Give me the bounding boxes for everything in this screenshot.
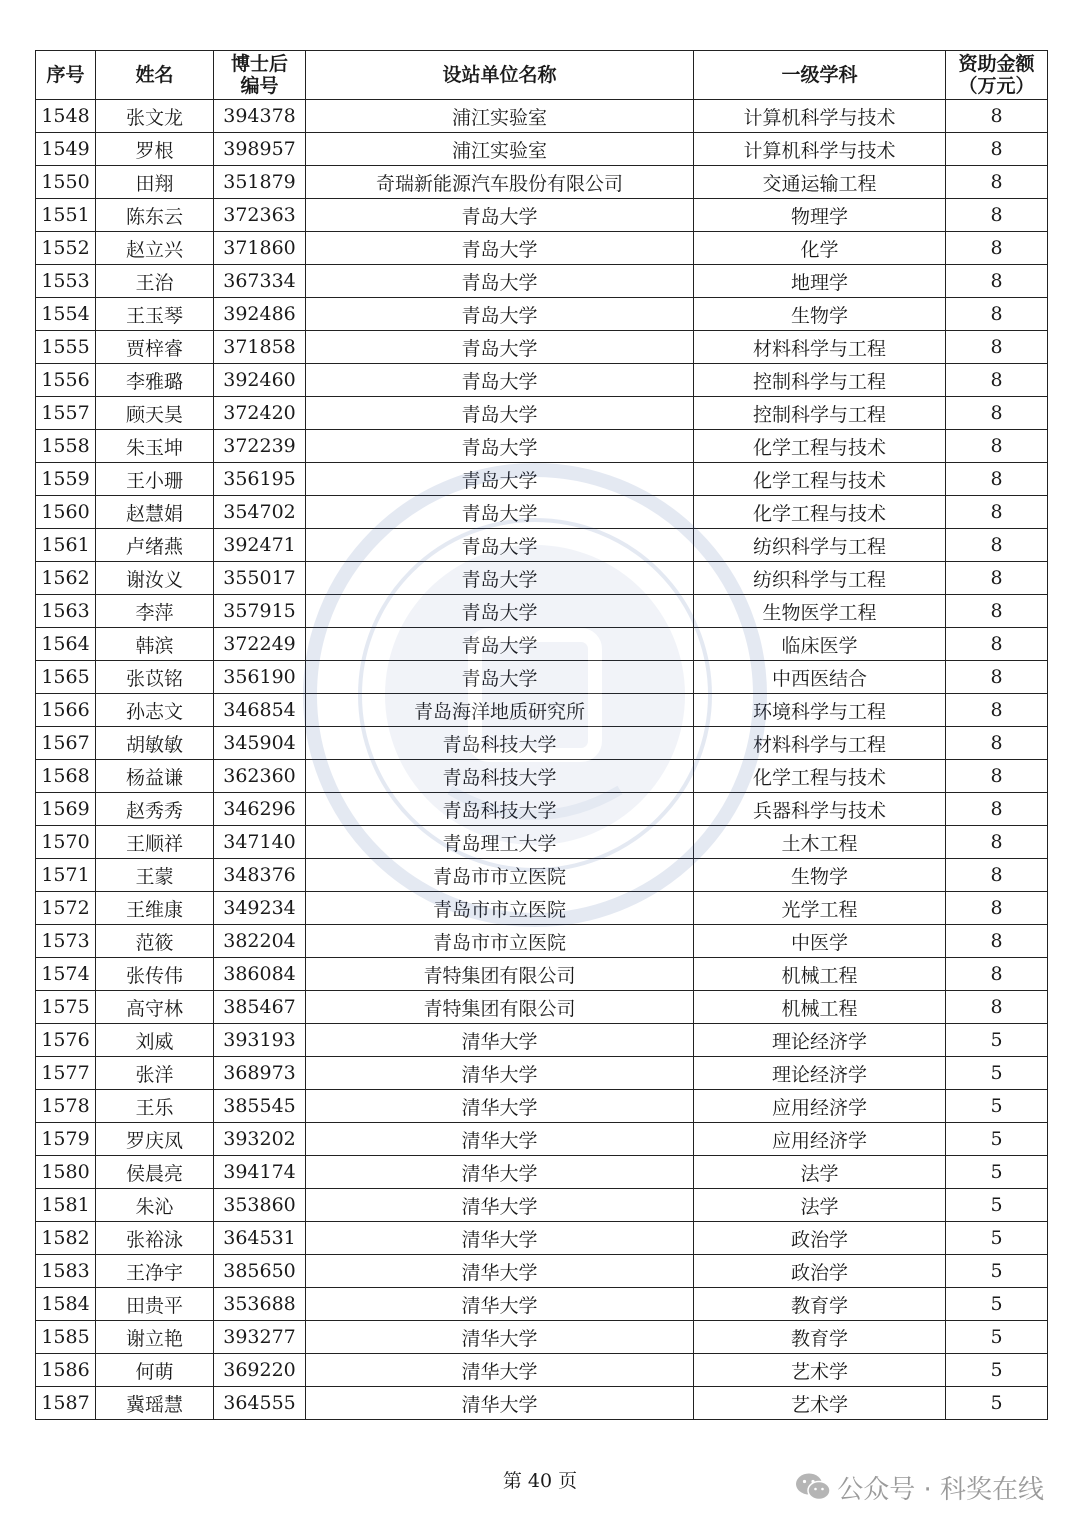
index-cell: 1551 [36, 199, 96, 232]
table-body [36, 100, 1048, 1420]
institution-cell: 青岛大学 [306, 529, 694, 562]
name-cell: 王乐 [96, 1090, 214, 1123]
amount-cell: 8 [946, 661, 1048, 694]
postdoc-id-cell: 392460 [214, 364, 306, 397]
institution-cell: 浦江实验室 [306, 100, 694, 133]
institution-cell: 清华大学 [306, 1024, 694, 1057]
name-cell: 王小珊 [96, 463, 214, 496]
index-cell: 1580 [36, 1156, 96, 1189]
table-row [36, 661, 1048, 694]
institution-cell: 青岛理工大学 [306, 826, 694, 859]
table-row [36, 298, 1048, 331]
discipline-cell: 法学 [694, 1156, 946, 1189]
table-row [36, 595, 1048, 628]
index-cell: 1562 [36, 562, 96, 595]
name-cell: 卢绪燕 [96, 529, 214, 562]
postdoc-id-cell: 356195 [214, 463, 306, 496]
amount-cell: 5 [946, 1288, 1048, 1321]
amount-cell: 8 [946, 826, 1048, 859]
institution-cell: 清华大学 [306, 1321, 694, 1354]
postdoc-id-cell: 347140 [214, 826, 306, 859]
discipline-cell: 教育学 [694, 1321, 946, 1354]
table-row [36, 1189, 1048, 1222]
amount-cell: 8 [946, 463, 1048, 496]
name-cell: 王治 [96, 265, 214, 298]
page-number: 第 40 页 [502, 1470, 578, 1492]
discipline-cell: 应用经济学 [694, 1123, 946, 1156]
institution-cell: 青岛大学 [306, 232, 694, 265]
name-cell: 王蒙 [96, 859, 214, 892]
wechat-icon [795, 1472, 831, 1502]
discipline-cell: 纺织科学与工程 [694, 529, 946, 562]
postdoc-id-cell: 392471 [214, 529, 306, 562]
index-cell: 1567 [36, 727, 96, 760]
table-header-row [36, 51, 1048, 100]
table-row [36, 364, 1048, 397]
index-cell: 1558 [36, 430, 96, 463]
header-institution: 设站单位名称 [306, 51, 694, 100]
discipline-cell: 环境科学与工程 [694, 694, 946, 727]
table-row [36, 760, 1048, 793]
index-cell: 1554 [36, 298, 96, 331]
table-row [36, 859, 1048, 892]
name-cell: 罗庆凤 [96, 1123, 214, 1156]
postdoc-id-cell: 372363 [214, 199, 306, 232]
amount-cell: 5 [946, 1222, 1048, 1255]
institution-cell: 青岛大学 [306, 562, 694, 595]
amount-cell: 5 [946, 1024, 1048, 1057]
institution-cell: 清华大学 [306, 1387, 694, 1420]
postdoc-id-cell: 385467 [214, 991, 306, 1024]
discipline-cell: 机械工程 [694, 958, 946, 991]
header-index: 序号 [36, 51, 96, 100]
institution-cell: 青特集团有限公司 [306, 958, 694, 991]
index-cell: 1575 [36, 991, 96, 1024]
index-cell: 1583 [36, 1255, 96, 1288]
index-cell: 1564 [36, 628, 96, 661]
discipline-cell: 理论经济学 [694, 1057, 946, 1090]
amount-cell: 8 [946, 331, 1048, 364]
discipline-cell: 计算机科学与技术 [694, 100, 946, 133]
institution-cell: 青岛市市立医院 [306, 925, 694, 958]
index-cell: 1585 [36, 1321, 96, 1354]
index-cell: 1548 [36, 100, 96, 133]
discipline-cell: 计算机科学与技术 [694, 133, 946, 166]
discipline-cell: 艺术学 [694, 1387, 946, 1420]
name-cell: 顾天昊 [96, 397, 214, 430]
postdoc-id-cell: 364555 [214, 1387, 306, 1420]
postdoc-id-cell: 369220 [214, 1354, 306, 1387]
index-cell: 1571 [36, 859, 96, 892]
table-row [36, 958, 1048, 991]
institution-cell: 青岛市市立医院 [306, 892, 694, 925]
discipline-cell: 生物医学工程 [694, 595, 946, 628]
table-row [36, 1156, 1048, 1189]
name-cell: 赵秀秀 [96, 793, 214, 826]
institution-cell: 青岛大学 [306, 628, 694, 661]
discipline-cell: 化学工程与技术 [694, 496, 946, 529]
postdoc-id-cell: 372249 [214, 628, 306, 661]
postdoc-id-cell: 349234 [214, 892, 306, 925]
discipline-cell: 地理学 [694, 265, 946, 298]
table-row [36, 925, 1048, 958]
amount-cell: 8 [946, 958, 1048, 991]
institution-cell: 清华大学 [306, 1255, 694, 1288]
postdoc-id-cell: 364531 [214, 1222, 306, 1255]
index-cell: 1552 [36, 232, 96, 265]
table-row [36, 991, 1048, 1024]
index-cell: 1556 [36, 364, 96, 397]
table-row [36, 694, 1048, 727]
index-cell: 1555 [36, 331, 96, 364]
discipline-cell: 化学工程与技术 [694, 430, 946, 463]
amount-cell: 8 [946, 364, 1048, 397]
postdoc-id-cell: 398957 [214, 133, 306, 166]
discipline-cell: 法学 [694, 1189, 946, 1222]
amount-cell: 5 [946, 1090, 1048, 1123]
institution-cell: 奇瑞新能源汽车股份有限公司 [306, 166, 694, 199]
discipline-cell: 政治学 [694, 1255, 946, 1288]
index-cell: 1570 [36, 826, 96, 859]
name-cell: 何萌 [96, 1354, 214, 1387]
institution-cell: 清华大学 [306, 1156, 694, 1189]
postdoc-id-cell: 354702 [214, 496, 306, 529]
table-row [36, 628, 1048, 661]
name-cell: 张洋 [96, 1057, 214, 1090]
index-cell: 1557 [36, 397, 96, 430]
institution-cell: 青岛大学 [306, 496, 694, 529]
table-row [36, 892, 1048, 925]
postdoc-id-cell: 385545 [214, 1090, 306, 1123]
institution-cell: 清华大学 [306, 1288, 694, 1321]
discipline-cell: 机械工程 [694, 991, 946, 1024]
name-cell: 谢汝义 [96, 562, 214, 595]
institution-cell: 青岛大学 [306, 331, 694, 364]
institution-cell: 青岛大学 [306, 397, 694, 430]
name-cell: 赵慧娟 [96, 496, 214, 529]
postdoc-id-cell: 372420 [214, 397, 306, 430]
table-row [36, 1255, 1048, 1288]
amount-cell: 8 [946, 892, 1048, 925]
index-cell: 1566 [36, 694, 96, 727]
discipline-cell: 化学工程与技术 [694, 463, 946, 496]
discipline-cell: 交通运输工程 [694, 166, 946, 199]
amount-cell: 5 [946, 1123, 1048, 1156]
postdoc-id-cell: 346854 [214, 694, 306, 727]
table-row [36, 199, 1048, 232]
table-row [36, 1321, 1048, 1354]
index-cell: 1581 [36, 1189, 96, 1222]
name-cell: 王顺祥 [96, 826, 214, 859]
discipline-cell: 控制科学与工程 [694, 364, 946, 397]
index-cell: 1550 [36, 166, 96, 199]
table-row [36, 529, 1048, 562]
postdoc-id-cell: 353860 [214, 1189, 306, 1222]
institution-cell: 青岛大学 [306, 199, 694, 232]
discipline-cell: 材料科学与工程 [694, 331, 946, 364]
amount-cell: 8 [946, 397, 1048, 430]
table-row [36, 727, 1048, 760]
postdoc-id-cell: 372239 [214, 430, 306, 463]
amount-cell: 8 [946, 265, 1048, 298]
table-row [36, 232, 1048, 265]
index-cell: 1584 [36, 1288, 96, 1321]
index-cell: 1569 [36, 793, 96, 826]
name-cell: 王净宇 [96, 1255, 214, 1288]
name-cell: 贾梓睿 [96, 331, 214, 364]
amount-cell: 5 [946, 1156, 1048, 1189]
postdoc-id-cell: 385650 [214, 1255, 306, 1288]
name-cell: 侯晨亮 [96, 1156, 214, 1189]
amount-cell: 8 [946, 562, 1048, 595]
name-cell: 王维康 [96, 892, 214, 925]
index-cell: 1572 [36, 892, 96, 925]
name-cell: 罗根 [96, 133, 214, 166]
wechat-account-label: 公众号 · 科奖在线 [837, 1474, 1044, 1505]
institution-cell: 清华大学 [306, 1354, 694, 1387]
postdoc-id-cell: 386084 [214, 958, 306, 991]
postdoc-id-cell: 357915 [214, 595, 306, 628]
table-row [36, 826, 1048, 859]
name-cell: 韩滨 [96, 628, 214, 661]
institution-cell: 青岛科技大学 [306, 793, 694, 826]
discipline-cell: 化学 [694, 232, 946, 265]
postdoc-id-cell: 362360 [214, 760, 306, 793]
table-row [36, 1057, 1048, 1090]
amount-cell: 8 [946, 859, 1048, 892]
postdoc-funding-table [35, 50, 1048, 1420]
table-row [36, 1090, 1048, 1123]
name-cell: 刘威 [96, 1024, 214, 1057]
amount-cell: 8 [946, 232, 1048, 265]
discipline-cell: 材料科学与工程 [694, 727, 946, 760]
amount-cell: 5 [946, 1189, 1048, 1222]
postdoc-id-cell: 394174 [214, 1156, 306, 1189]
index-cell: 1573 [36, 925, 96, 958]
table-row [36, 1123, 1048, 1156]
postdoc-id-cell: 382204 [214, 925, 306, 958]
index-cell: 1587 [36, 1387, 96, 1420]
name-cell: 杨益谦 [96, 760, 214, 793]
amount-cell: 8 [946, 628, 1048, 661]
index-cell: 1553 [36, 265, 96, 298]
index-cell: 1560 [36, 496, 96, 529]
index-cell: 1586 [36, 1354, 96, 1387]
amount-cell: 8 [946, 166, 1048, 199]
amount-cell: 5 [946, 1354, 1048, 1387]
table-row [36, 562, 1048, 595]
name-cell: 张苡铭 [96, 661, 214, 694]
name-cell: 张裕泳 [96, 1222, 214, 1255]
amount-cell: 8 [946, 991, 1048, 1024]
amount-cell: 8 [946, 760, 1048, 793]
table-row [36, 265, 1048, 298]
table-row [36, 1387, 1048, 1420]
institution-cell: 清华大学 [306, 1123, 694, 1156]
header-amount: 资助金额 （万元） [946, 51, 1048, 100]
amount-cell: 5 [946, 1387, 1048, 1420]
amount-cell: 8 [946, 529, 1048, 562]
discipline-cell: 临床医学 [694, 628, 946, 661]
amount-cell: 5 [946, 1057, 1048, 1090]
postdoc-id-cell: 393202 [214, 1123, 306, 1156]
discipline-cell: 土木工程 [694, 826, 946, 859]
institution-cell: 青岛大学 [306, 661, 694, 694]
amount-cell: 8 [946, 694, 1048, 727]
table-row [36, 1024, 1048, 1057]
index-cell: 1568 [36, 760, 96, 793]
postdoc-id-cell: 348376 [214, 859, 306, 892]
institution-cell: 青岛大学 [306, 265, 694, 298]
amount-cell: 8 [946, 793, 1048, 826]
table-row [36, 133, 1048, 166]
postdoc-id-cell: 371858 [214, 331, 306, 364]
table-row [36, 1354, 1048, 1387]
name-cell: 胡敏敏 [96, 727, 214, 760]
index-cell: 1582 [36, 1222, 96, 1255]
institution-cell: 青岛科技大学 [306, 727, 694, 760]
postdoc-id-cell: 392486 [214, 298, 306, 331]
name-cell: 田贵平 [96, 1288, 214, 1321]
discipline-cell: 中西医结合 [694, 661, 946, 694]
postdoc-id-cell: 368973 [214, 1057, 306, 1090]
postdoc-id-cell: 356190 [214, 661, 306, 694]
table-row [36, 331, 1048, 364]
amount-cell: 8 [946, 595, 1048, 628]
institution-cell: 青岛科技大学 [306, 760, 694, 793]
name-cell: 赵立兴 [96, 232, 214, 265]
institution-cell: 青岛大学 [306, 595, 694, 628]
name-cell: 高守林 [96, 991, 214, 1024]
name-cell: 张传伟 [96, 958, 214, 991]
postdoc-id-cell: 345904 [214, 727, 306, 760]
name-cell: 田翔 [96, 166, 214, 199]
table-row [36, 430, 1048, 463]
postdoc-id-cell: 367334 [214, 265, 306, 298]
name-cell: 张文龙 [96, 100, 214, 133]
table-row [36, 1288, 1048, 1321]
name-cell: 谢立艳 [96, 1321, 214, 1354]
discipline-cell: 理论经济学 [694, 1024, 946, 1057]
postdoc-id-cell: 351879 [214, 166, 306, 199]
index-cell: 1574 [36, 958, 96, 991]
table-row [36, 1222, 1048, 1255]
postdoc-id-cell: 393193 [214, 1024, 306, 1057]
index-cell: 1578 [36, 1090, 96, 1123]
discipline-cell: 控制科学与工程 [694, 397, 946, 430]
index-cell: 1549 [36, 133, 96, 166]
header-name: 姓名 [96, 51, 214, 100]
discipline-cell: 应用经济学 [694, 1090, 946, 1123]
discipline-cell: 纺织科学与工程 [694, 562, 946, 595]
index-cell: 1559 [36, 463, 96, 496]
institution-cell: 清华大学 [306, 1189, 694, 1222]
name-cell: 陈东云 [96, 199, 214, 232]
name-cell: 范筱 [96, 925, 214, 958]
header-postdoc-id: 博士后 编号 [214, 51, 306, 100]
name-cell: 李雅璐 [96, 364, 214, 397]
name-cell: 朱沁 [96, 1189, 214, 1222]
table-row [36, 463, 1048, 496]
amount-cell: 8 [946, 430, 1048, 463]
amount-cell: 5 [946, 1321, 1048, 1354]
discipline-cell: 兵器科学与技术 [694, 793, 946, 826]
table-row [36, 166, 1048, 199]
table-row [36, 793, 1048, 826]
institution-cell: 青岛大学 [306, 463, 694, 496]
table-row [36, 100, 1048, 133]
amount-cell: 8 [946, 727, 1048, 760]
discipline-cell: 生物学 [694, 298, 946, 331]
institution-cell: 清华大学 [306, 1090, 694, 1123]
institution-cell: 青岛大学 [306, 298, 694, 331]
institution-cell: 青岛市市立医院 [306, 859, 694, 892]
header-discipline: 一级学科 [694, 51, 946, 100]
postdoc-id-cell: 371860 [214, 232, 306, 265]
index-cell: 1576 [36, 1024, 96, 1057]
amount-cell: 8 [946, 298, 1048, 331]
amount-cell: 8 [946, 133, 1048, 166]
index-cell: 1579 [36, 1123, 96, 1156]
institution-cell: 浦江实验室 [306, 133, 694, 166]
name-cell: 王玉琴 [96, 298, 214, 331]
discipline-cell: 教育学 [694, 1288, 946, 1321]
discipline-cell: 政治学 [694, 1222, 946, 1255]
institution-cell: 清华大学 [306, 1222, 694, 1255]
discipline-cell: 化学工程与技术 [694, 760, 946, 793]
postdoc-id-cell: 346296 [214, 793, 306, 826]
amount-cell: 8 [946, 199, 1048, 232]
index-cell: 1561 [36, 529, 96, 562]
institution-cell: 青岛大学 [306, 364, 694, 397]
index-cell: 1577 [36, 1057, 96, 1090]
postdoc-id-cell: 355017 [214, 562, 306, 595]
name-cell: 冀瑶慧 [96, 1387, 214, 1420]
amount-cell: 8 [946, 100, 1048, 133]
postdoc-id-cell: 393277 [214, 1321, 306, 1354]
amount-cell: 8 [946, 925, 1048, 958]
amount-cell: 8 [946, 496, 1048, 529]
postdoc-id-cell: 353688 [214, 1288, 306, 1321]
discipline-cell: 生物学 [694, 859, 946, 892]
name-cell: 孙志文 [96, 694, 214, 727]
discipline-cell: 艺术学 [694, 1354, 946, 1387]
index-cell: 1563 [36, 595, 96, 628]
index-cell: 1565 [36, 661, 96, 694]
discipline-cell: 光学工程 [694, 892, 946, 925]
table-row [36, 397, 1048, 430]
discipline-cell: 物理学 [694, 199, 946, 232]
discipline-cell: 中医学 [694, 925, 946, 958]
institution-cell: 清华大学 [306, 1057, 694, 1090]
institution-cell: 青特集团有限公司 [306, 991, 694, 1024]
postdoc-id-cell: 394378 [214, 100, 306, 133]
name-cell: 朱玉坤 [96, 430, 214, 463]
amount-cell: 5 [946, 1255, 1048, 1288]
wechat-account-mark [795, 1470, 1044, 1504]
institution-cell: 青岛大学 [306, 430, 694, 463]
table-row [36, 496, 1048, 529]
institution-cell: 青岛海洋地质研究所 [306, 694, 694, 727]
name-cell: 李萍 [96, 595, 214, 628]
